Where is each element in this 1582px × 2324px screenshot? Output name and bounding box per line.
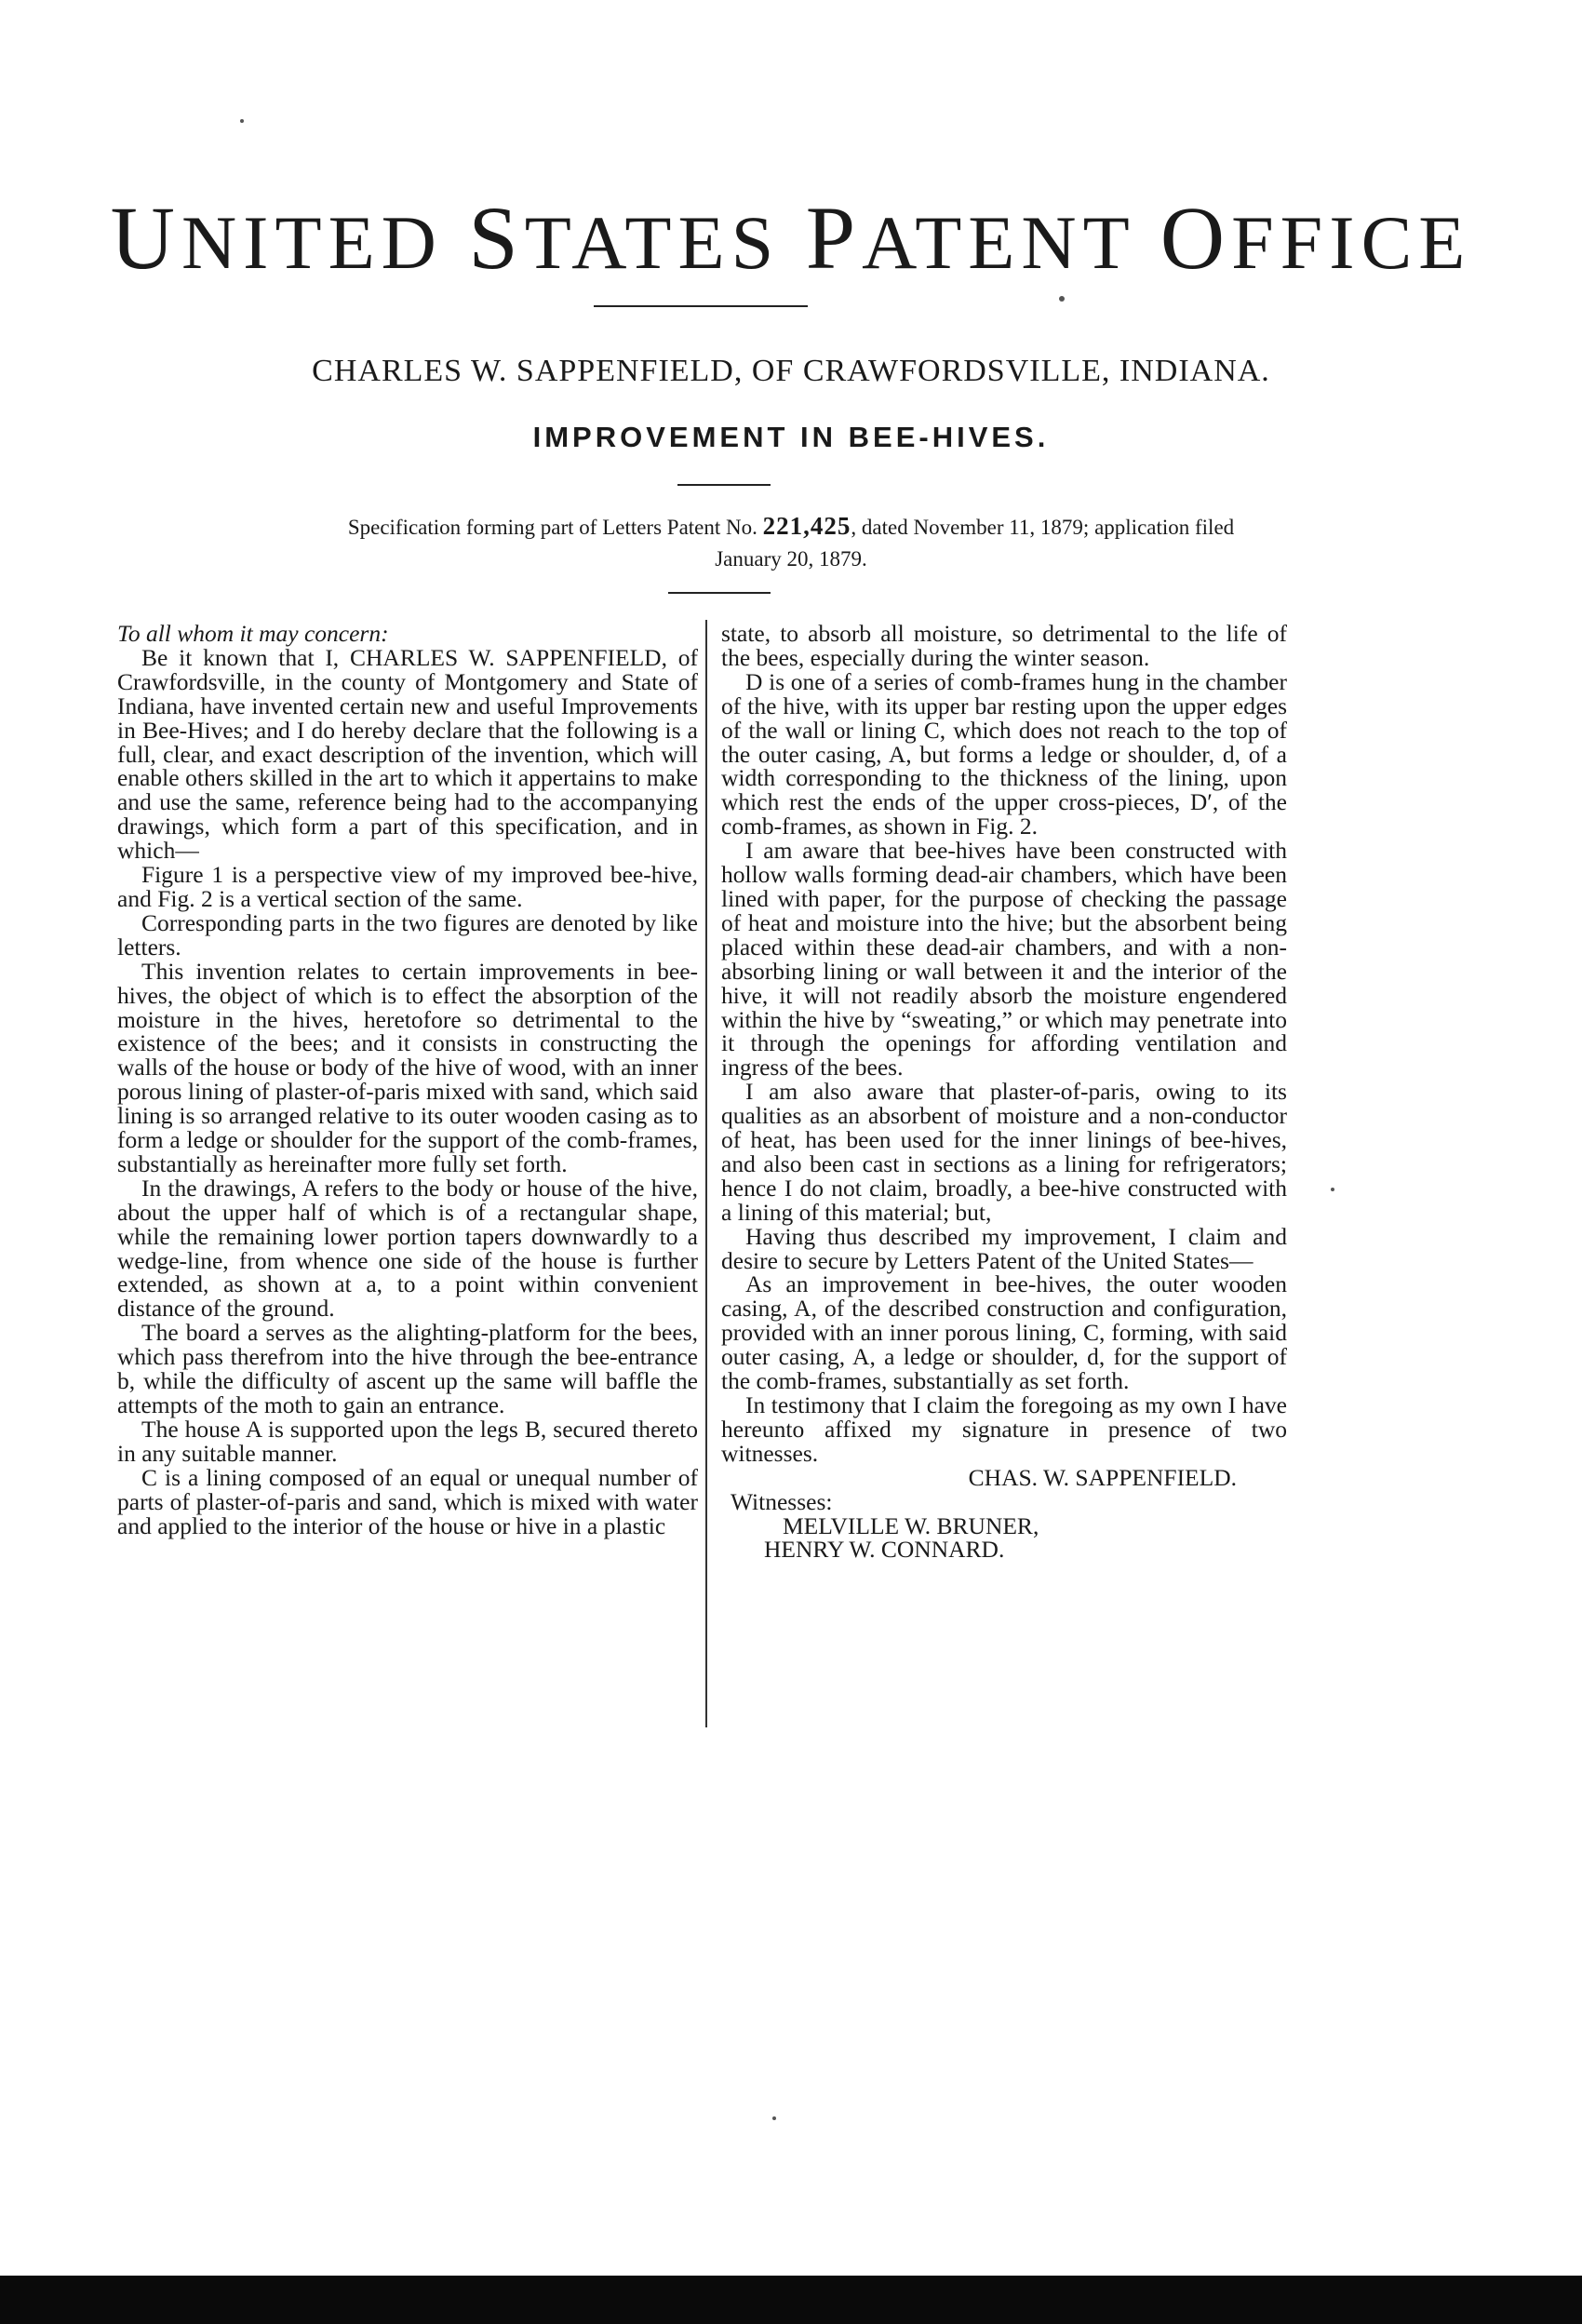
paragraph: The board a serves as the alighting-platform for the bees, which pass therefrom into the hive through the bee-entrance b, while the difficulty of ascent up the same will baffle the attempts of the moth to gain an entrance. <box>117 1319 698 1418</box>
scan-border-band <box>0 2276 1582 2324</box>
header-rule-2 <box>677 484 771 486</box>
signature-name: CHAS. W. SAPPENFIELD. <box>968 1463 1237 1491</box>
claim-paragraph: As an improvement in bee-hives, the outer wooden casing, A, of the described construction and configuration, provided with an inner porous lining, C, forming, with said outer casing, A, a ledge or shoulder, d, for the support of the comb-frames, substantially as set forth. <box>721 1270 1287 1395</box>
inventor-line: CHARLES W. SAPPENFIELD, OF CRAWFORDSVILLE, INDIANA. <box>312 354 1270 388</box>
paragraph: In testimony that I claim the foregoing as my own I have hereunto affixed my signature in presence of two witnesses. <box>721 1391 1287 1467</box>
scan-speck <box>240 119 244 123</box>
paragraph: D is one of a series of comb-frames hung in the chamber of the hive, with its upper bar resting upon the upper edges of the wall or lining C, which does not reach to the top of the outer casing, A, but forms a ledge or shoulder, d, of a width corresponding to the thickness of the lining, upon which rest the ends of the upper cross-pieces, D′, of the comb-frames, as shown in Fig. 2. <box>721 667 1287 840</box>
right-column <box>721 622 1287 1562</box>
paragraph: The house A is supported upon the legs B, secured thereto in any suitable manner. <box>117 1415 698 1467</box>
paragraph: state, to absorb all moisture, so detrimental to the life of the bees, especially during the winter season. <box>721 620 1287 671</box>
spec-text-1: Specification forming part of Letters Patent No. <box>347 516 757 539</box>
paragraph: In the drawings, A refers to the body or house of the hive, about the upper half of which is of a rectangular shape, while the remaining lower portion tapers downwardly to a wedge-line, from whence one side of the house is further extended, as shown at a, to a point within convenient distance of the ground. <box>117 1174 698 1323</box>
salutation: To all whom it may concern: <box>117 620 389 647</box>
paragraph: This invention relates to certain improvements in bee-hives, the object of which is to effect the absorption of the moisture in the hives, heretofore so detrimental to the existence of the bees; and it consists in constructing the walls of the house or body of the hive of wood, with an inner porous lining of plaster-of-paris mixed with sand, which said lining is so arranged relative to its outer wooden casing as to form a ledge or shoulder for the support of the comb-frames, substantially as hereinafter more fully set forth. <box>117 957 698 1177</box>
header-rule-1 <box>594 305 808 307</box>
paragraph: Having thus described my improvement, I claim and desire to secure by Letters Patent of the United States— <box>721 1222 1287 1274</box>
scan-speck <box>1059 296 1065 302</box>
scan-speck <box>772 2116 776 2120</box>
witnesses-label: Witnesses: <box>731 1487 833 1515</box>
paragraph: I am also aware that plaster-of-paris, owing to its qualities as an absorbent of moisture and a non-conductor of heat, has been used for the inner linings of bee-hives, and also been cast in sections as a lining for refrigerators; hence I do not claim, broadly, a bee-hive constructed with a lining of this material; but, <box>721 1078 1287 1226</box>
paragraph: Corresponding parts in the two figures are denoted by like letters. <box>117 908 698 960</box>
scan-speck <box>1331 1188 1334 1191</box>
paragraph: I am aware that bee-hives have been constructed with hollow walls forming dead-air chambers, which have been lined with paper, for the purpose of checking the passage of heat and moisture into the hive; but the absorbent being placed within these dead-air chambers, and with a non-absorbing lining or wall between it and the interior of the hive, it will not readily absorb the moisture engendered within the hive by “sweating,” or which may penetrate into it through the openings for affording ventilation and ingress of the bees. <box>721 837 1287 1081</box>
improvement-title: IMPROVEMENT IN BEE-HIVES. <box>532 421 1050 453</box>
column-divider <box>705 620 707 1727</box>
paragraph: C is a lining composed of an equal or unequal number of parts of plaster-of-paris and sand, which is mixed with water and applied to the interior of the house or hive in a plastic <box>117 1463 698 1539</box>
header-rule-3 <box>668 592 771 594</box>
office-title: UNITED STATES PATENT OFFICE <box>110 188 1472 288</box>
spec-text-2: , dated November 11, 1879; application filed <box>851 516 1235 539</box>
paragraph: Figure 1 is a perspective view of my improved bee-hive, and Fig. 2 is a vertical section of the same. <box>117 861 698 912</box>
witness-name: MELVILLE W. BRUNER, <box>783 1511 1039 1539</box>
specification-line <box>168 510 1414 575</box>
spec-text-3: January 20, 1879. <box>715 547 867 571</box>
patent-number: 221,425 <box>762 512 851 540</box>
left-column <box>117 622 698 1538</box>
paragraph: Be it known that I, CHARLES W. SAPPENFIELD, of Crawfordsville, in the county of Montgomery and State of Indiana, have invented certain new and useful Improvements in Bee-Hives; and I do hereby declare that the following is a full, clear, and exact description of the invention, which will enable others skilled in the art to which it appertains to make and use the same, reference being had to the accompanying drawings, which form a part of this specification, and in which— <box>117 643 698 865</box>
witness-name: HENRY W. CONNARD. <box>764 1536 1005 1564</box>
